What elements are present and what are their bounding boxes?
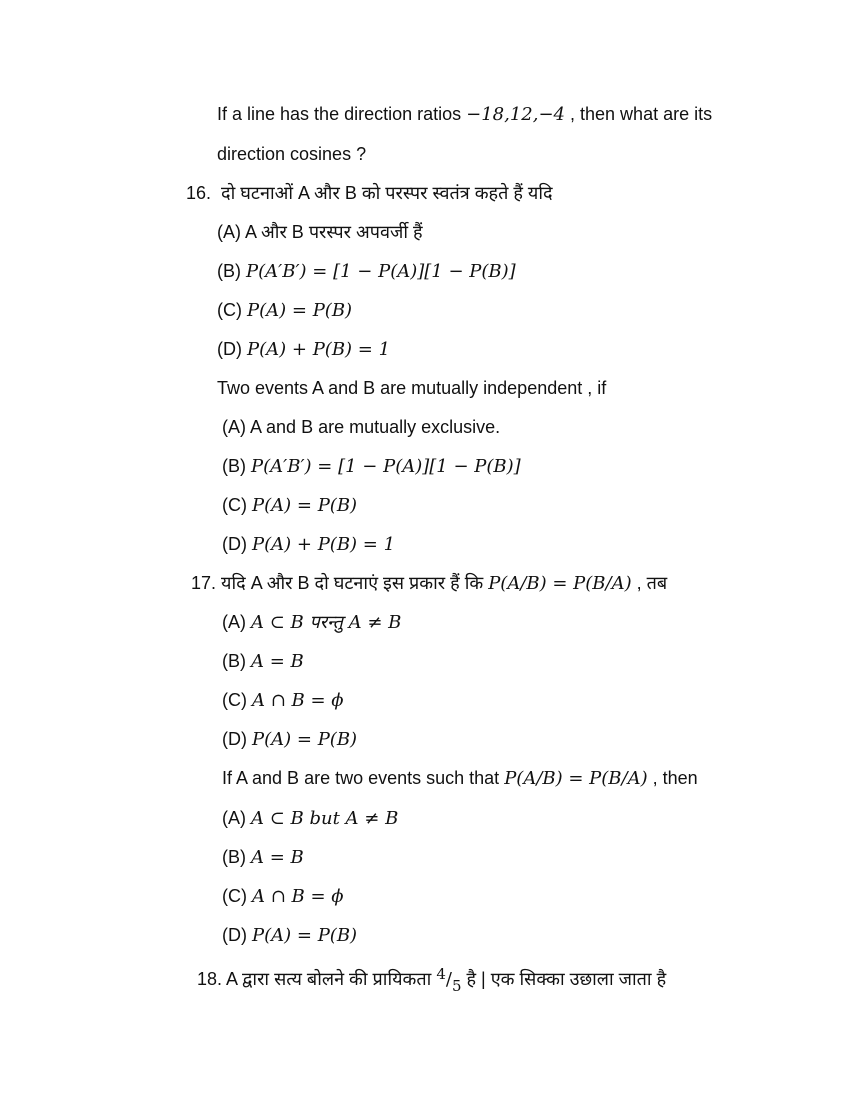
question-number: 16. (186, 183, 212, 203)
question-17-option-b-hindi: (B) A = B (222, 651, 304, 672)
question-15-english-line-1: If a line has the direction ratios −18,12,−4 , then what are its (217, 104, 713, 125)
question-16-option-a-hindi: (A) A और B परस्पर अपवर्जी हैं (217, 222, 423, 242)
question-16-option-b-hindi: (B) P(A′B′) = [1 − P(A)][1 − P(B)] (217, 261, 516, 282)
question-16-option-d-hindi: (D) P(A) + P(B) = 1 (217, 339, 391, 360)
question-17-option-d-english: (D) P(A) = P(B) (222, 925, 358, 946)
question-17-english: If A and B are two events such that P(A/B) = P(B/A) , then (222, 768, 698, 789)
question-18-hindi: 18. A द्वारा सत्य बोलने की प्रायिकता $^4/_5$ है | एक सिक्का उछाला जाता है (197, 965, 667, 995)
question-17-option-a-english: (A) A ⊂ B but A ≠ B (222, 808, 399, 829)
question-16-english: Two events A and B are mutually independent , if (217, 378, 607, 398)
question-16-option-c-english: (C) P(A) = P(B) (222, 495, 358, 516)
question-17-option-b-english: (B) A = B (222, 847, 304, 868)
question-17-option-d-hindi: (D) P(A) = P(B) (222, 729, 358, 750)
question-15-english-line-2: direction cosines ? (217, 144, 367, 164)
question-16-option-a-english: (A) A and B are mutually exclusive. (222, 417, 501, 437)
question-17-option-a-hindi: (A) A ⊂ B परन्तु A ≠ B (222, 612, 402, 633)
question-number: 17. (191, 573, 217, 593)
question-16-option-d-english: (D) P(A) + P(B) = 1 (222, 534, 396, 555)
question-17-option-c-hindi: (C) A ∩ B = ϕ (222, 690, 344, 711)
question-16-hindi: 16. दो घटनाओं A और B को परस्पर स्वतंत्र कहते हैं यदि (186, 183, 553, 203)
question-number: 18. (197, 969, 223, 989)
question-16-option-c-hindi: (C) P(A) = P(B) (217, 300, 353, 321)
question-17-option-c-english: (C) A ∩ B = ϕ (222, 886, 344, 907)
question-17-hindi: 17. यदि A और B दो घटनाएं इस प्रकार हैं कि P(A/B) = P(B/A) , तब (191, 573, 668, 594)
direction-ratios-math: −18,12,−4 (466, 104, 566, 125)
question-16-option-b-english: (B) P(A′B′) = [1 − P(A)][1 − P(B)] (222, 456, 521, 477)
probability-fraction: $^4/_5$ (436, 965, 462, 995)
